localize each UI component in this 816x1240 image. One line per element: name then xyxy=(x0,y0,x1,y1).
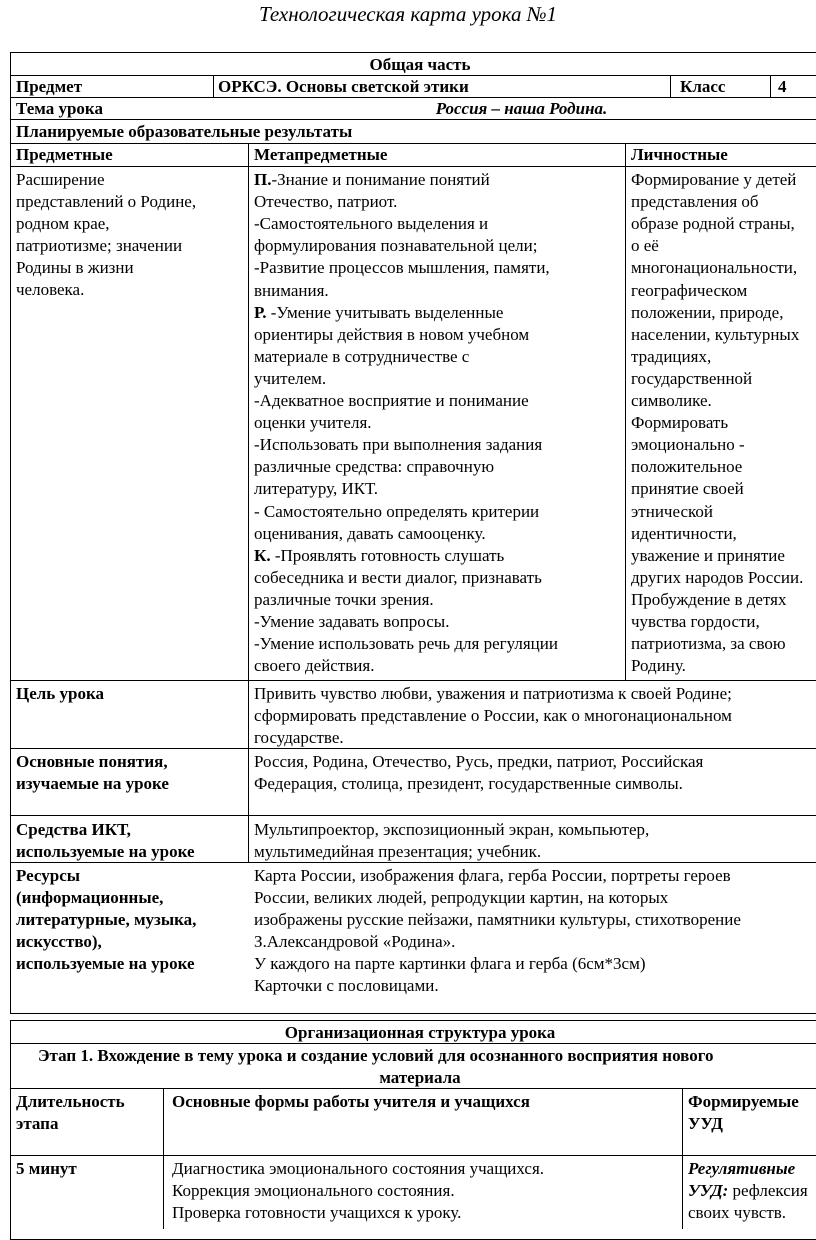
subject-results-line: представлений о Родине, xyxy=(16,192,197,211)
row-forms-line: Диагностика эмоционального состояния учащихся. xyxy=(172,1159,545,1178)
resources-value-line: Карта России, изображения флага, герба России, портреты героев xyxy=(254,866,731,885)
resources-value-line: изображены русские пейзажи, памятники культуры, стихотворение xyxy=(254,910,741,929)
subject-results-line: человека. xyxy=(16,280,85,299)
col-meta-results: Метапредметные xyxy=(254,145,388,164)
resources-value-line: З.Александровой «Родина». xyxy=(254,932,456,951)
goal-label: Цель урока xyxy=(16,684,105,703)
meta-results-marker: Р. xyxy=(254,302,267,322)
meta-results-text: литературу, ИКТ. xyxy=(254,479,378,499)
row-uud-line xyxy=(688,1180,808,1202)
meta-results-line xyxy=(254,456,494,478)
resources-label-line: искусство), xyxy=(16,932,102,951)
personal-results-line: географическом xyxy=(631,280,748,300)
personal-results-line: Формировать xyxy=(631,413,729,433)
personal-results-line: чувства гордости, xyxy=(631,612,760,631)
meta-results-text: -Использовать при выполнения задания xyxy=(254,435,543,455)
row-duration: 5 минут xyxy=(16,1159,77,1178)
concepts-label-line: Основные понятия, xyxy=(16,752,168,771)
org-header: Организационная структура урока xyxy=(284,1023,556,1042)
subject-label: Предмет xyxy=(16,77,83,96)
meta-results-line xyxy=(254,368,326,390)
meta-results-line xyxy=(254,545,504,567)
resources-value-line: Карточки с пословицами. xyxy=(254,976,439,995)
personal-results-line: образе родной страны, xyxy=(631,214,795,234)
personal-results-line: представления об xyxy=(631,192,759,212)
row-uud-text: рефлексия xyxy=(728,1181,808,1200)
subject-results-line: Родины в жизни xyxy=(16,258,134,277)
meta-results-line xyxy=(254,633,558,655)
meta-results-text: -Самостоятельного выделения и xyxy=(254,214,489,234)
meta-results-line xyxy=(254,346,469,368)
col-forms: Основные формы работы учителя и учащихся xyxy=(172,1092,530,1111)
personal-results-line: положении, природе, xyxy=(631,302,784,322)
topic-value: Россия – наша Родина. xyxy=(435,99,608,118)
meta-results-text: учителем. xyxy=(254,368,327,388)
ict-value-line: мультимедийная презентация; учебник. xyxy=(254,842,542,861)
meta-results-text: ориентиры действия в новом учебном xyxy=(254,324,530,344)
meta-results-text: собеседника и вести диалог, признавать xyxy=(254,567,542,587)
personal-results-line: других народов России. xyxy=(631,567,804,587)
meta-results-line xyxy=(254,324,529,346)
personal-results-line: традициях, xyxy=(631,346,712,366)
meta-results-line xyxy=(254,478,378,500)
ict-label-line: используемые на уроке xyxy=(16,842,195,861)
stage-title-line: материала xyxy=(379,1068,461,1087)
meta-results-text: -Проявлять готовность слушать xyxy=(270,545,505,565)
concepts-label-line: изучаемые на уроке xyxy=(16,774,169,793)
col-uud-line: Формируемые xyxy=(688,1092,799,1111)
topic-label: Тема урока xyxy=(16,99,103,118)
meta-results-text: внимания. xyxy=(254,280,329,300)
page-title: Технологическая карта урока №1 xyxy=(258,2,558,26)
concepts-value-line: Федерация, столица, президент, государственные символы. xyxy=(254,774,683,793)
meta-results-line xyxy=(254,169,490,191)
ict-label-line: Средства ИКТ, xyxy=(16,820,131,839)
class-label: Класс xyxy=(680,77,726,96)
meta-results-line xyxy=(254,589,434,611)
meta-results-text: своего действия. xyxy=(254,656,375,676)
resources-label-line: литературные, музыка, xyxy=(16,910,197,929)
col-duration-line: этапа xyxy=(16,1114,59,1133)
col-personal-results: Личностные xyxy=(631,145,728,164)
class-value: 4 xyxy=(778,77,787,96)
personal-results-line: Родину. xyxy=(631,656,686,676)
meta-results-text: -Развитие процессов мышления, памяти, xyxy=(254,258,550,278)
col-duration-line: Длительность xyxy=(16,1092,125,1111)
personal-results-line: принятие своей xyxy=(631,479,744,499)
meta-results-text: оценки учителя. xyxy=(254,413,372,433)
concepts-value-line: Россия, Родина, Отечество, Русь, предки, патриот, Российская xyxy=(254,752,704,771)
goal-value-line: государстве. xyxy=(254,728,344,747)
results-header: Планируемые образовательные результаты xyxy=(16,122,353,141)
meta-results-line xyxy=(254,567,542,589)
row-uud-label-line: УУД: xyxy=(688,1181,729,1200)
row-uud-label-line: Регулятивные xyxy=(688,1159,796,1178)
meta-results-line xyxy=(254,523,486,545)
meta-results-line xyxy=(254,280,329,302)
personal-results-line: населении, культурных xyxy=(631,324,800,344)
meta-results-marker: П. xyxy=(254,170,272,189)
personal-results-line: эмоционально - xyxy=(631,435,745,455)
personal-results-line: этнической xyxy=(631,501,713,521)
row-forms-line: Проверка готовности учащихся к уроку. xyxy=(172,1203,462,1222)
meta-results-text: материале в сотрудничестве с xyxy=(254,346,470,366)
goal-value-line: сформировать представление о России, как о многонациональном xyxy=(254,706,732,725)
ict-value-line: Мультипроектор, экспозиционный экран, комьпьютер, xyxy=(254,820,650,839)
subject-results-line: Расширение xyxy=(16,170,105,189)
row-uud-text: своих чувств. xyxy=(688,1203,787,1222)
meta-results-line xyxy=(254,235,537,257)
meta-results-line xyxy=(254,257,550,279)
resources-value-line: России, великих людей, репродукции картин, на которых xyxy=(254,888,669,907)
meta-results-text: -Умение учитывать выделенные xyxy=(266,302,504,322)
meta-results-text: - Самостоятельно определять критерии xyxy=(254,501,540,521)
personal-results-line: Формирование у детей xyxy=(631,170,797,189)
personal-results-line: государственной xyxy=(631,368,753,388)
col-subject-results: Предметные xyxy=(16,145,113,164)
col-uud-line: УУД xyxy=(688,1114,723,1133)
meta-results-line xyxy=(254,213,488,235)
meta-results-line xyxy=(254,501,539,523)
meta-results-text: оценивания, давать самооценку. xyxy=(254,523,486,543)
meta-results-line xyxy=(254,191,397,213)
stage-title-line: Этап 1. Вхождение в тему урока и создание условий для осознанного восприятия нового xyxy=(38,1046,714,1065)
meta-results-line xyxy=(254,412,372,434)
meta-results-text: различные средства: справочную xyxy=(254,457,495,477)
subject-value: ОРКСЭ. Основы светской этики xyxy=(218,77,469,96)
personal-results-line: положительное xyxy=(631,457,743,477)
meta-results-text: Отечество, патриот. xyxy=(254,192,398,212)
meta-results-line xyxy=(254,390,529,412)
resources-label-line: Ресурсы xyxy=(16,866,81,885)
meta-results-line xyxy=(254,611,449,633)
meta-results-line xyxy=(254,434,542,456)
personal-results-line: о её xyxy=(631,236,659,256)
personal-results-line: Пробуждение в детях xyxy=(631,589,787,609)
meta-results-text: формулирования познавательной цели; xyxy=(254,236,538,256)
resources-label-line: используемые на уроке xyxy=(16,954,195,973)
subject-results-line: патриотизме; значении xyxy=(16,236,183,255)
meta-results-text: -Умение задавать вопросы. xyxy=(254,612,450,631)
personal-results-line: уважение и принятие xyxy=(631,545,785,565)
meta-results-line xyxy=(254,655,374,677)
goal-value-line: Привить чувство любви, уважения и патриотизма к своей Родине; xyxy=(254,684,732,703)
personal-results-line: идентичности, xyxy=(631,523,737,543)
meta-results-text: -Умение использовать речь для регуляции xyxy=(254,634,558,654)
personal-results-line: патриотизма, за свою xyxy=(631,634,786,654)
meta-results-text: -Знание и понимание понятий xyxy=(271,170,490,189)
meta-results-text: различные точки зрения. xyxy=(254,589,434,609)
resources-value-line: У каждого на парте картинки флага и герба (6см*3см) xyxy=(254,954,646,973)
general-header: Общая часть xyxy=(369,55,471,74)
resources-label-line: (информационные, xyxy=(16,888,164,907)
subject-results-line: родном крае, xyxy=(16,214,110,233)
row-forms-line: Коррекция эмоционального состояния. xyxy=(172,1181,455,1200)
meta-results-line xyxy=(254,302,503,324)
personal-results-line: многонациональности, xyxy=(631,258,798,278)
personal-results-line: символике. xyxy=(631,391,712,410)
meta-results-marker: К. xyxy=(254,545,271,565)
meta-results-text: -Адекватное восприятие и понимание xyxy=(254,391,529,410)
